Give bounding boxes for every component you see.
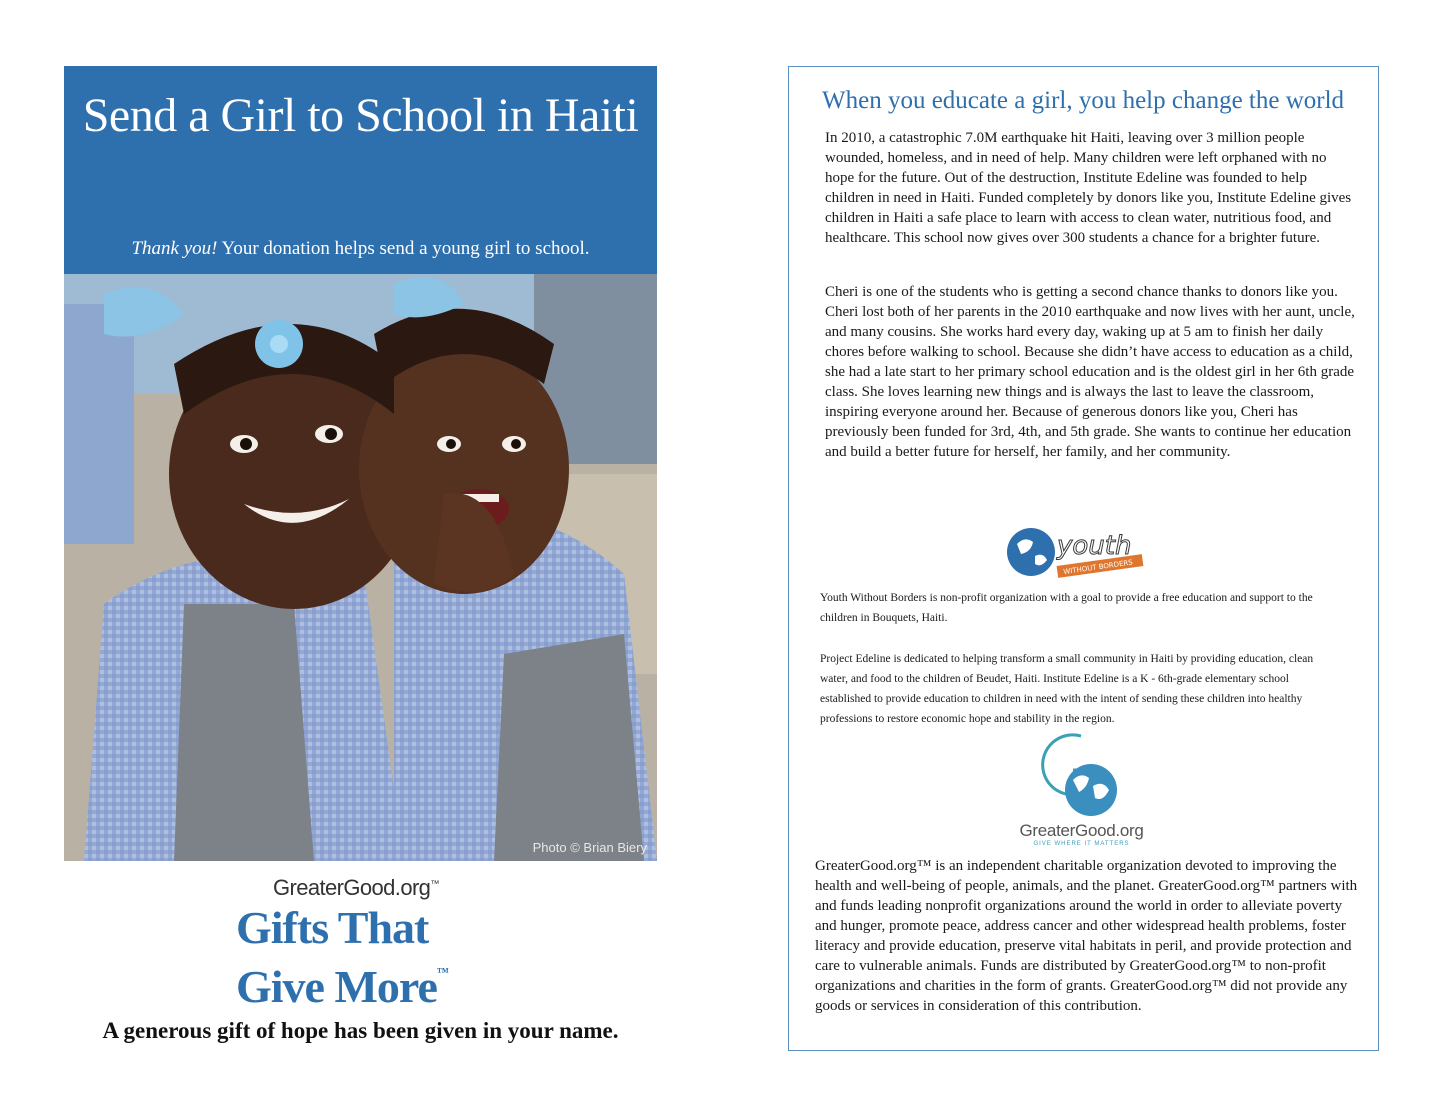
greatergood-logo-word: GreaterGood.org <box>1019 821 1144 840</box>
brand-name: GreaterGood.org <box>273 875 431 900</box>
project-edeline-text: Project Edeline is dedicated to helping transform a small community in Haiti by providing education, clean water, and food to the children of Beudet, Haiti. Institute Edeline is a K - 6th-grade elementary school established to provide education to children in need with the intent of sending these children into healthy professions to restore economic hope and stability in the region. <box>820 653 1314 725</box>
greatergood-globe-logo <box>1029 730 1129 822</box>
page-title: Send a Girl to School in Haiti <box>82 89 639 142</box>
gifts-line-1: Gifts That <box>236 902 429 953</box>
section-heading: When you educate a girl, you help change the world <box>822 87 1345 114</box>
title-banner <box>64 66 657 274</box>
ywb-logo-word: youth <box>1057 531 1132 561</box>
greatergood-logo-tagline: GIVE WHERE IT MATTERS <box>1033 841 1130 847</box>
gift-footer-message: A generous gift of hope has been given in your name. <box>102 1018 619 1043</box>
thank-you-emphasis: Thank you! <box>131 238 218 259</box>
haiti-paragraph: In 2010, a catastrophic 7.0M earthquake hit Haiti, leaving over 3 million people wounded, homeless, and in need of help. Many children were left orphaned with no hope for the future. Out of the destruction, Institute Edeline was founded to help children in need in Haiti. Funded completely by donors like you, Institute Edeline gives children in Haiti a safe place to learn with access to clean water, nutritious food, and healthcare. This school now gives over 300 students a chance for a brighter future. <box>825 130 1352 246</box>
students-photo <box>64 274 657 861</box>
cheri-paragraph: Cheri is one of the students who is getting a second chance thanks to donors like you. Cheri lost both of her parents in the 2010 earthquake and now lives with her aunt, uncle, and many cousins. She works hard every day, waking up at 5 am to finish her daily chores before walking to school. Because she didn’t have access to education as a child, she had a late start to her primary school education and is the oldest girl in her 6th grade class. She loves learning new things and is always the last to leave the classroom, inspiring everyone around her. Because of generous donors like you, Cheri has previously been funded for 3rd, 4th, and 5th grade. She wants to continue her education and build a better future for herself, her family, and her community. <box>825 284 1355 460</box>
gifts-that-give-more-logo <box>236 902 496 1012</box>
gifts-line-2: Give More <box>236 961 437 1012</box>
photo-credit: Photo © Brian Biery <box>532 840 647 855</box>
thank-you-line <box>64 237 657 261</box>
ywb-logo-sub: WITHOUT BORDERS <box>1062 558 1134 577</box>
brand-trademark: ™ <box>430 878 439 889</box>
greatergood-logo-text <box>273 875 439 901</box>
thank-you-text: Your donation helps send a young girl to school. <box>217 238 590 259</box>
greatergood-description: GreaterGood.org™ is an independent charitable organization devoted to improving the health and well-being of people, animals, and the planet. GreaterGood.org™ partners with and funds leading nonprofit organizations around the world in order to alleviate poverty and hunger, promote peace, address cancer and other widespread health problems, foster literacy and provide education, preserve vital habitats in peril, and provide protection and care to vulnerable animals. Funds are distributed by GreaterGood.org™ to non-profit organizations and charities in the form of grants. GreaterGood.org™ did not provide any goods or services in consideration of this contribution. <box>815 858 1358 1014</box>
gifts-trademark: ™ <box>436 965 449 979</box>
youth-without-borders-text: Youth Without Borders is non-profit organization with a goal to provide a free education and support to the children in Bouquets, Haiti. <box>820 592 1313 624</box>
youth-without-borders-logo <box>1007 522 1147 582</box>
right-panel <box>788 66 1379 1051</box>
photo-illustration <box>64 274 657 861</box>
